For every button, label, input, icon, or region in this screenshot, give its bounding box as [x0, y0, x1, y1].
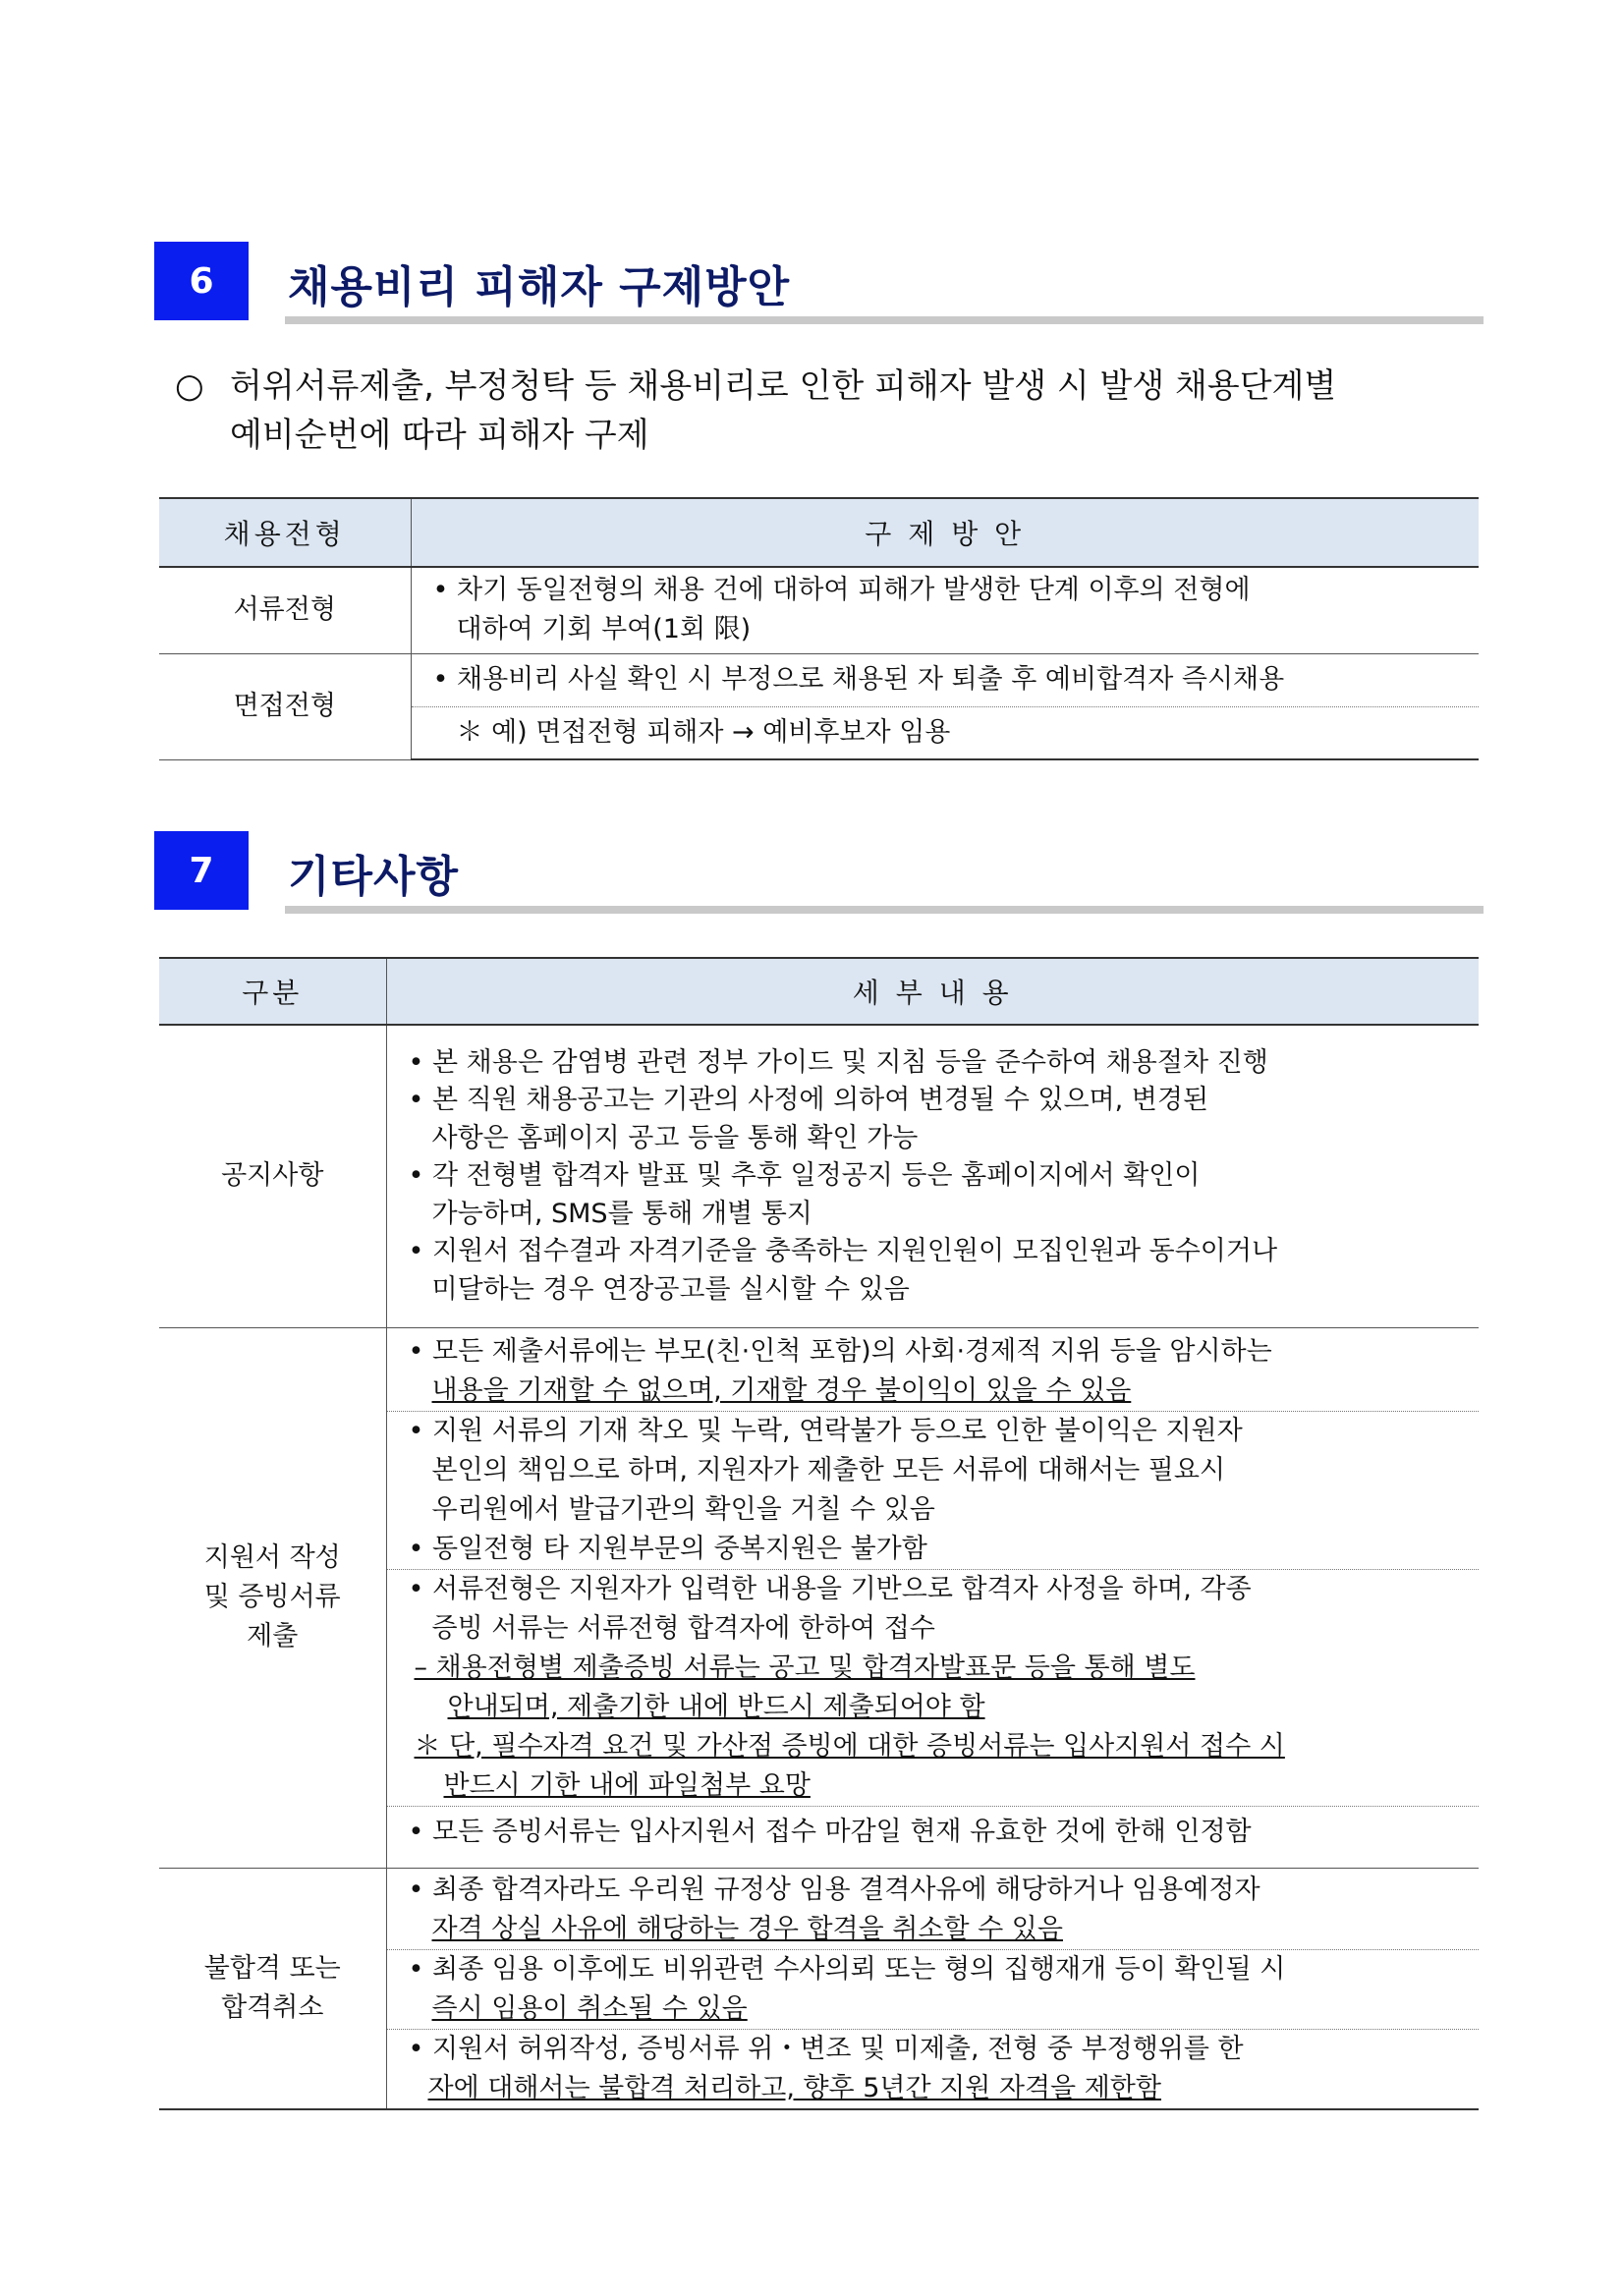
section-title: 기타사항 — [288, 852, 460, 902]
table-header: 구 제 방 안 — [411, 498, 1479, 567]
content-line: • 각 전형별 합격자 발표 및 추후 일정공지 등은 홈페이지에서 확인이 — [408, 1160, 1201, 1191]
content-block — [387, 1570, 1480, 1807]
content-line: • 최종 합격자라도 우리원 규정상 임용 결격사유에 해당하거나 임용예정자 — [408, 1874, 1260, 1905]
content-line: 대하여 기회 부여(1회 限) — [456, 614, 752, 645]
category-line: 제출 — [247, 1621, 299, 1652]
section-divider — [285, 316, 1484, 324]
content-line: 자에 대해서는 불합격 처리하고, 향후 5년간 지원 자격을 제한함 — [427, 2072, 1161, 2103]
table-row — [159, 653, 1479, 706]
table-row — [159, 1025, 1479, 1327]
content-line: 내용을 기재할 수 없으며, 기재할 경우 불이익이 있을 수 있음 — [431, 1374, 1132, 1406]
content-line: • 지원서 접수결과 자격기준을 충족하는 지원인원이 모집인원과 동수이거나 — [408, 1236, 1278, 1266]
table-header: 채용전형 — [159, 498, 411, 567]
content-line: 자격 상실 사유에 해당하는 경우 합격을 취소할 수 있음 — [431, 1913, 1063, 1944]
content-line: • 채용비리 사실 확인 시 부정으로 채용된 자 퇴출 후 예비합격자 즉시채용 — [432, 664, 1285, 695]
content-line: 미달하는 경우 연장공고를 실시할 수 있음 — [431, 1273, 910, 1305]
content-block — [387, 1807, 1480, 1852]
content-line: 증빙 서류는 서류전형 합격자에 한하여 접수 — [431, 1612, 935, 1644]
content-block — [387, 1950, 1480, 2030]
section-divider — [285, 906, 1484, 914]
row-note — [412, 713, 1480, 753]
content-line: • 서류전형은 지원자가 입력한 내용을 기반으로 합격자 사정을 하며, 각종 — [408, 1573, 1252, 1604]
table-row — [159, 567, 1479, 653]
content-line: 반드시 기한 내에 파일첨부 요망 — [443, 1769, 811, 1801]
content-line: • 지원 서류의 기재 착오 및 누락, 연락불가 등으로 인한 불이익은 지원자 — [408, 1415, 1243, 1446]
content-line: 안내되며, 제출기한 내에 반드시 제출되어야 함 — [447, 1691, 985, 1722]
section-title: 채용비리 피해자 구제방안 — [288, 262, 791, 312]
content-line: • 본 채용은 감염병 관련 정부 가이드 및 지침 등을 준수하여 채용절차 진행 — [408, 1046, 1268, 1078]
content-line: • 지원서 허위작성, 증빙서류 위・변조 및 미제출, 전형 중 부정행위를 한 — [408, 2033, 1244, 2064]
note-line: ＊ 예) 면접전형 피해자 → 예비후보자 임용 — [456, 716, 951, 748]
intro-line: 예비순번에 따라 피해자 구제 — [230, 416, 649, 455]
circle-bullet-icon: ○ — [175, 366, 204, 406]
row-category: 공지사항 — [159, 1025, 386, 1327]
section-number-badge: 6 — [154, 242, 249, 320]
content-block — [387, 1869, 1480, 1950]
content-line: • 모든 제출서류에는 부모(친·인척 포함)의 사회·경제적 지위 등을 암시하는 — [408, 1335, 1272, 1367]
category-line: 불합격 또는 — [203, 1952, 341, 1984]
content-line: ＊ 단, 필수자격 요건 및 가산점 증빙에 대한 증빙서류는 입사지원서 접수 시 — [414, 1730, 1285, 1762]
content-line: 가능하며, SMS를 통해 개별 통지 — [431, 1198, 812, 1229]
row-category — [159, 1327, 386, 1868]
misc-table — [159, 957, 1479, 2110]
intro-paragraph — [175, 362, 1491, 460]
content-line: – 채용전형별 제출증빙 서류는 공고 및 합격자발표문 등을 통해 별도 — [414, 1652, 1196, 1683]
content-line: • 최종 임용 이후에도 비위관련 수사의뢰 또는 형의 집행재개 등이 확인될 시 — [408, 1953, 1286, 1985]
row-content — [387, 1044, 1480, 1310]
content-line: • 본 직원 채용공고는 기관의 사정에 의하여 변경될 수 있으며, 변경된 — [408, 1085, 1209, 1115]
content-block — [387, 2030, 1480, 2108]
row-category: 서류전형 — [159, 567, 411, 653]
content-line: • 모든 증빙서류는 입사지원서 접수 마감일 현재 유효한 것에 한해 인정함 — [408, 1816, 1252, 1847]
content-block — [387, 1328, 1480, 1412]
content-line: 우리원에서 발급기관의 확인을 거칠 수 있음 — [431, 1493, 935, 1525]
content-block — [387, 1530, 1480, 1570]
relief-table — [159, 497, 1479, 760]
category-line: 합격취소 — [221, 1991, 324, 2023]
category-line: 지원서 작성 — [203, 1542, 341, 1573]
row-content — [412, 571, 1480, 649]
content-line: • 차기 동일전형의 채용 건에 대하여 피해가 발생한 단계 이후의 전형에 — [432, 575, 1251, 606]
intro-line: 허위서류제출, 부정청탁 등 채용비리로 인한 피해자 발생 시 발생 채용단계별 — [230, 366, 1337, 406]
table-row — [159, 1868, 1479, 2109]
content-line: 본인의 책임으로 하며, 지원자가 제출한 모든 서류에 대해서는 필요시 — [431, 1454, 1226, 1485]
content-line: 사항은 홈페이지 공고 등을 통해 확인 가능 — [431, 1122, 919, 1153]
section-number-badge: 7 — [154, 831, 249, 910]
content-line: 즉시 임용이 취소될 수 있음 — [431, 1992, 748, 2024]
category-line: 및 증빙서류 — [203, 1582, 341, 1612]
row-content — [412, 660, 1480, 700]
content-block — [387, 1412, 1480, 1530]
row-category: 면접전형 — [159, 653, 411, 759]
content-line: • 동일전형 타 지원부문의 중복지원은 불가함 — [408, 1533, 927, 1564]
table-header: 구분 — [159, 958, 386, 1025]
row-category — [159, 1868, 386, 2109]
table-row — [159, 1327, 1479, 1868]
table-header: 세 부 내 용 — [386, 958, 1479, 1025]
